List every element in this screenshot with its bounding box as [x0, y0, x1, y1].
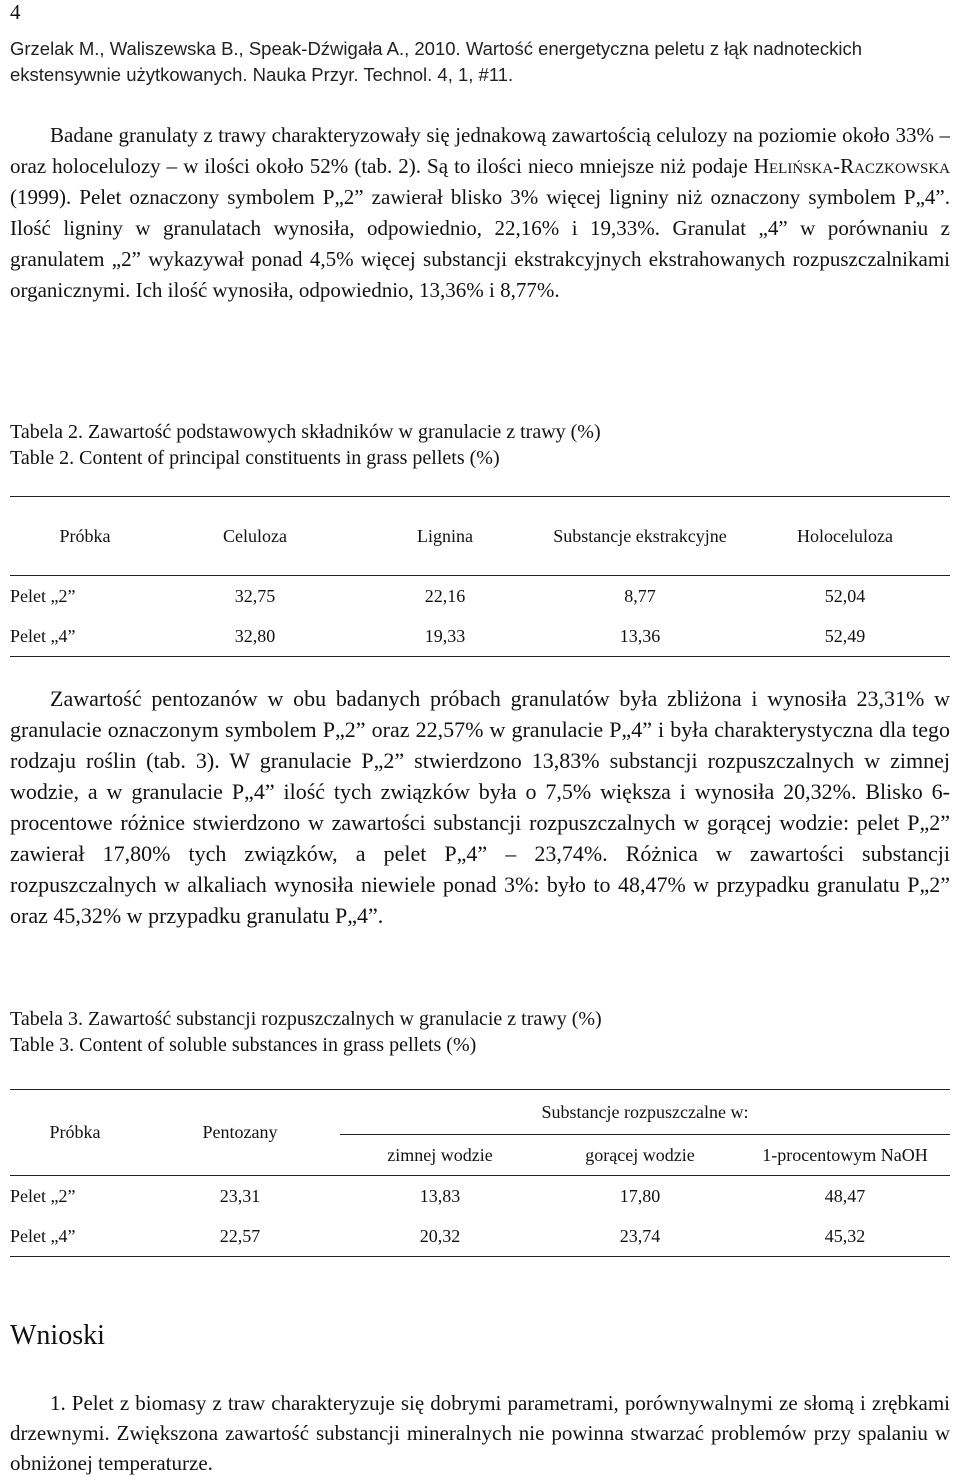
table-2-cell: 19,33 — [424, 625, 466, 646]
table-2-caption — [10, 419, 601, 471]
table-row — [10, 616, 950, 657]
paragraph-1 — [10, 120, 950, 306]
table-row — [10, 576, 950, 617]
table-3-caption-en: Table 3. Content of soluble substances in grass pellets (%) — [10, 1034, 477, 1056]
table-3 — [10, 1089, 950, 1257]
page-number: 4 — [10, 0, 21, 24]
table-2-cell: 52,49 — [824, 625, 866, 646]
table-row — [10, 1176, 950, 1217]
table-3-cell: 17,80 — [619, 1185, 661, 1206]
table-3-cell: 45,32 — [824, 1225, 866, 1246]
table-2-cell: 8,77 — [624, 585, 656, 606]
table-3-header-cold-water: zimnej wodzie — [387, 1144, 493, 1165]
table-3-header-row — [10, 1090, 950, 1135]
table-3-cell: Pelet „4” — [10, 1225, 76, 1246]
table-2-header-row — [10, 497, 950, 576]
table-row — [10, 1216, 950, 1257]
paragraph-2 — [10, 683, 950, 931]
table-2-header-holocellulose: Holoceluloza — [797, 525, 893, 546]
table-2-cell: Pelet „2” — [10, 585, 76, 606]
table-2-cell: 52,04 — [824, 585, 866, 606]
table-2 — [10, 496, 950, 657]
table-3-header-hot-water: gorącej wodzie — [585, 1144, 695, 1165]
table-2-caption-pl: Tabela 2. Zawartość podstawowych składników w granulacie z trawy (%) — [10, 421, 601, 443]
table-2-caption-en: Table 2. Content of principal constituents in grass pellets (%) — [10, 447, 500, 469]
table-3-cell: 20,32 — [419, 1225, 461, 1246]
table-3-header-naoh: 1-procentowym NaOH — [762, 1144, 928, 1165]
table-3-header-pentosans: Pentozany — [202, 1122, 278, 1142]
table-2-cell: Pelet „4” — [10, 625, 76, 646]
table-3-cell: 23,31 — [219, 1185, 261, 1206]
table-3-cell: 23,74 — [619, 1225, 661, 1246]
table-3-caption — [10, 1006, 602, 1058]
citation-header: Grzelak M., Waliszewska B., Speak-Dźwigała A., 2010. Wartość energetyczna peletu z łąk nadnoteckich ekstensywnie użytkowanych. Nauka Przyr. Technol. 4, 1, #11. — [10, 38, 863, 85]
conclusions-heading: Wnioski — [10, 1320, 105, 1351]
table-2-header-lignin: Lignina — [417, 525, 473, 546]
table-3-cell: 13,83 — [419, 1185, 461, 1206]
paragraph-1-part-1: Badane granulaty z trawy charakteryzowały się jednakową zawartością celulozy na poziomie około 33% – oraz holocelulozy – w ilości około 52% (tab. 2). Są to ilości nieco mniejsze niż podaje — [10, 123, 950, 178]
table-2-cell: 32,75 — [234, 585, 276, 606]
table-2-cell: 13,36 — [619, 625, 661, 646]
cited-author: Helińska-Raczkowska — [753, 154, 950, 178]
table-3-caption-pl: Tabela 3. Zawartość substancji rozpuszczalnych w granulacie z trawy (%) — [10, 1008, 602, 1030]
table-3-cell: 22,57 — [219, 1225, 261, 1246]
table-2-header-sample: Próbka — [59, 525, 111, 546]
table-3-header-soluble-group: Substancje rozpuszczalne w: — [340, 1090, 950, 1135]
table-2-header-extractives: Substancje ekstrakcyjne — [553, 525, 727, 546]
paragraph-2-text: Zawartość pentozanów w obu badanych próbach granulatów była zbliżona i wynosiła 23,31% w granulacie oznaczonym symbolem P„2” oraz 22,57% w granulacie P„4” i była charakterystyczna dla tego rodzaju roślin (tab. 3). W granulacie P„2” stwierdzono 13,83% substancji rozpuszczalnych w zimnej wodzie, a w granulacie P„4” ilość tych związków była o 7,5% większa i wynosiła 20,32%. Blisko 6-procentowe różnice stwierdzono w zawartości substancji rozpuszczalnych w gorącej wodzie: pelet P„2” zawierał 17,80% tych związków, a pelet P„4” – 23,74%. Różnica w zawartości substancji rozpuszczalnych w alkaliach wynosiła niewiele ponad 3%: było to 48,47% w przypadku granulatu P„2” oraz 45,32% w przypadku granulatu P„4”. — [10, 686, 950, 928]
conclusion-1-text: 1. Pelet z biomasy z traw charakteryzuje się dobrymi parametrami, porównywalnymi ze słomą i zrębkami drzewnymi. Zwiększona zawartość substancji mineralnych nie powinna stwarzać problemów przy spalaniu w obniżonej temperaturze. — [10, 1391, 950, 1475]
table-2-cell: 22,16 — [424, 585, 466, 606]
table-3-cell: Pelet „2” — [10, 1185, 76, 1206]
table-2-cell: 32,80 — [234, 625, 276, 646]
table-2-header-cellulose: Celuloza — [223, 525, 287, 546]
paragraph-1-part-2: (1999). Pelet oznaczony symbolem P„2” zawierał blisko 3% więcej ligniny niż oznaczony symbolem P„4”. Ilość ligniny w granulatach wynosiła, odpowiednio, 22,16% i 19,33%. Granulat „4” w porównaniu z granulatem „2” wykazywał ponad 4,5% więcej substancji ekstrakcyjnych ekstrahowanych rozpuszczalnikami organicznymi. Ich ilość wynosiła, odpowiednio, 13,36% i 8,77%. — [10, 185, 950, 302]
conclusion-1 — [10, 1388, 950, 1478]
table-3-header-sample: Próbka — [49, 1122, 101, 1142]
table-3-cell: 48,47 — [824, 1185, 866, 1206]
